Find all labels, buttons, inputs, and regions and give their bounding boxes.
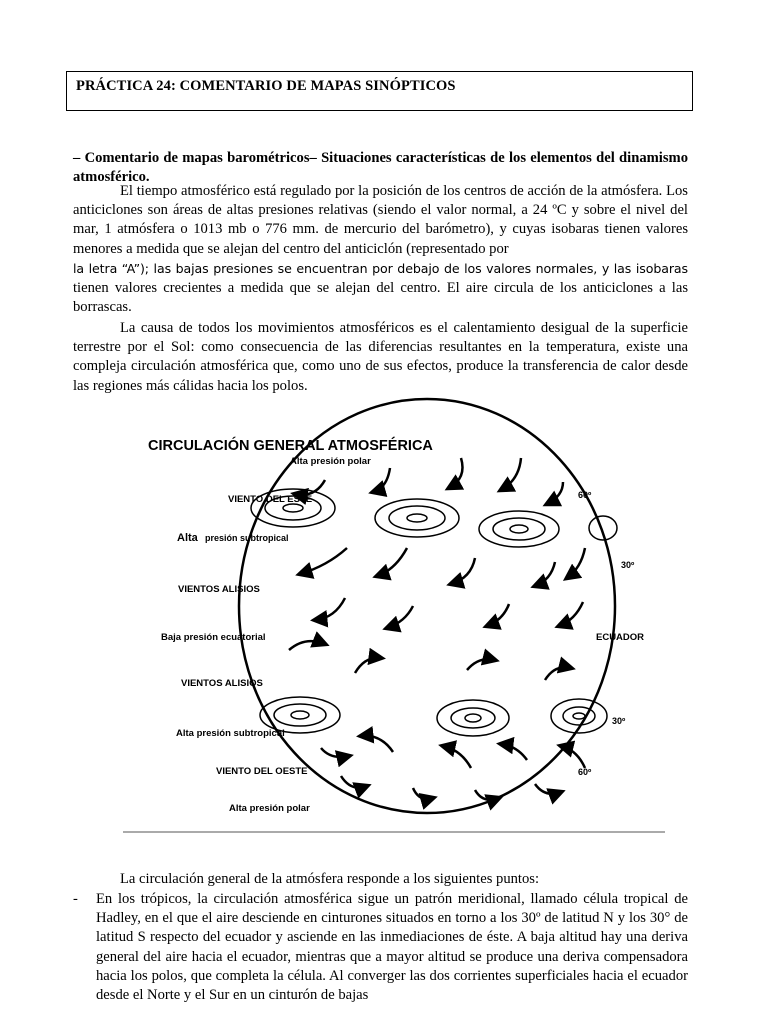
label-trade-winds-north: VIENTOS ALISIOS bbox=[178, 584, 260, 595]
wind-arrow bbox=[377, 548, 407, 576]
wind-arrow bbox=[315, 598, 345, 620]
label-low-equatorial: Baja presión ecuatorial bbox=[161, 632, 266, 643]
wind-arrow bbox=[449, 458, 463, 488]
wind-arrow bbox=[341, 776, 367, 788]
latitude-60n: 60º bbox=[578, 490, 592, 500]
wind-arrow bbox=[559, 602, 583, 626]
wind-arrow bbox=[545, 667, 571, 680]
label-high-polar-south: Alta presión polar bbox=[229, 803, 310, 814]
latitude-30n: 30º bbox=[621, 560, 635, 570]
latitude-30s: 30º bbox=[612, 716, 626, 726]
page-title: PRÁCTICA 24: COMENTARIO DE MAPAS SINÓPTICOS bbox=[76, 78, 456, 94]
wind-arrow bbox=[355, 658, 381, 673]
wind-arrow bbox=[547, 482, 563, 504]
wind-arrow bbox=[300, 548, 347, 574]
label-west-wind-south: VIENTO DEL OESTE bbox=[216, 766, 308, 777]
paragraph-1-end: tienen valores crecientes a medida que se alejan del centro. El aire circula de los anticiclones a las borrascas. bbox=[73, 280, 688, 316]
wind-arrow bbox=[475, 790, 499, 800]
wind-arrow bbox=[501, 458, 521, 490]
wind-arrow bbox=[387, 606, 413, 628]
list-bullet: - bbox=[73, 891, 78, 907]
label-high-subtropical-north-a: Alta bbox=[177, 532, 198, 544]
paragraph-1 bbox=[73, 182, 688, 317]
circulation-diagram bbox=[115, 388, 670, 838]
section-subtitle: – Comentario de mapas barométricos– Situaciones características de los elementos del dinamismo atmosférico. bbox=[73, 150, 688, 186]
isobar-cells-south bbox=[260, 697, 607, 736]
wind-arrow bbox=[361, 736, 393, 752]
figure-title: CIRCULACIÓN GENERAL ATMOSFÉRICA bbox=[148, 438, 433, 454]
wind-arrow bbox=[443, 746, 471, 768]
label-trade-winds-south: VIENTOS ALISIOS bbox=[181, 678, 263, 689]
paragraph-2-text: La causa de todos los movimientos atmosféricos es el calentamiento desigual de la superficie terrestre por el Sol: como consecuencia de las diferencias resultantes en la temperatura, existe una compleja circulación atmosférica que, como uno de sus efectos, produce la transferencia de calor desde las regiones más cálidas hacia los polos. bbox=[73, 320, 688, 394]
wind-arrow bbox=[487, 604, 509, 626]
paragraph-3 bbox=[73, 870, 688, 889]
circulation-figure bbox=[115, 388, 670, 838]
points-list bbox=[73, 890, 688, 1005]
wind-arrow bbox=[535, 784, 561, 794]
latitude-60s: 60º bbox=[578, 767, 592, 777]
equator-label: ECUADOR bbox=[596, 632, 645, 643]
wind-arrow bbox=[567, 548, 585, 578]
label-high-subtropical-north-b: presión subtropical bbox=[205, 533, 289, 543]
label-west-wind-north: VIENTO DEL ESTE bbox=[228, 494, 313, 505]
list-item: En los trópicos, la circulación atmosférica sigue un patrón meridional, llamado célula tropical de Hadley, en el que el aire desciende en cinturones situados en torno a los 30º de latitud N y los 30° de latitud S respecto del ecuador y asciende en las inmediaciones de éste. A baja altitud hay una deriva general del aire hacia el ecuador, mientras que a mayor altitud se produce una deriva compensadora hacia los polos, que completa la célula. Al converger las dos corrientes superficiales hacia el ecuador desde el Norte y el Sur en un cinturón de bajas bbox=[96, 891, 688, 1004]
wind-arrow bbox=[561, 746, 585, 768]
title-box bbox=[66, 71, 693, 111]
wind-arrow bbox=[501, 744, 527, 760]
paragraph-1-handwritten-line: la letra “A”); las bajas presiones se encuentran por debajo de los valores normales, y las isobaras bbox=[73, 260, 688, 276]
wind-arrow bbox=[467, 659, 495, 670]
wind-arrow bbox=[373, 468, 390, 492]
wind-arrow bbox=[295, 480, 325, 495]
label-high-subtropical-south: Alta presión subtropical bbox=[176, 728, 285, 739]
wind-arrow bbox=[289, 641, 325, 650]
wind-arrow bbox=[321, 748, 349, 757]
paragraph-3-text: La circulación general de la atmósfera responde a los siguientes puntos: bbox=[120, 871, 540, 887]
paragraph-2 bbox=[73, 319, 688, 396]
label-high-polar-north: Alta presión polar bbox=[290, 456, 371, 467]
wind-arrow bbox=[451, 558, 475, 584]
paragraph-1-text: El tiempo atmosférico está regulado por la posición de los centros de acción de la atmósfera. Los anticiclones son áreas de altas presiones relativas (siendo el valor normal, a 24 ºC y sobre el nivel del mar, 1 atmósfera o 1013 mb o 776 mm. de mercurio del barómetro), y cuyas isobaras tienen valores menores a medida que se alejan del centro del anticiclón (representado por bbox=[73, 183, 688, 257]
wind-arrow bbox=[535, 562, 555, 586]
wind-arrow bbox=[413, 788, 433, 799]
